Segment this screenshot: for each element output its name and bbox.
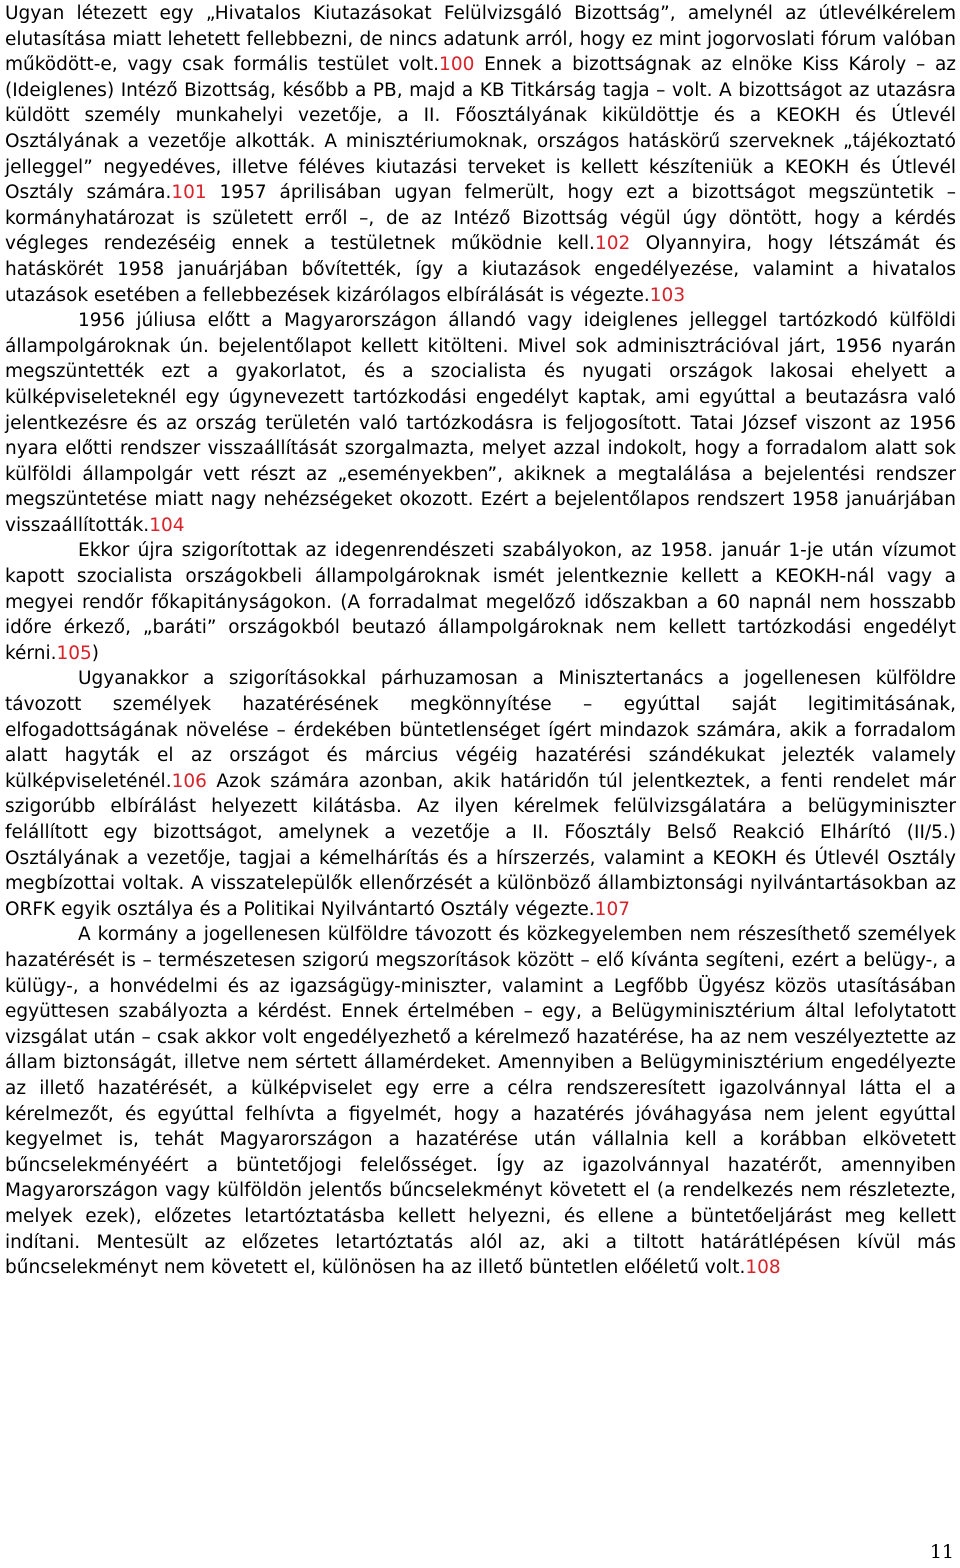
paragraph-text: 1956 júliusa előtt a Magyarországon állandó vagy ideiglenes jelleggel tartózkodó külföldi állampolgároknak ún. bejelentőlapot kellett kitölteni. Mivel sok adminisztrációval járt, 1956 nyarán megszüntették ezt a gyakorlatot, és a szocialista és nyugati országok lakosai ehelyett a külképviseleteknél egy úgynevezett tartózkodási engedélyt kaptak, ami egyúttal a beutazásra való jelentkezésre és az ország területén való tartózkodásra is feljogosított. Tatai József viszont az 1956 nyara előtti rendszer visszaállítását szorgalmazta, melyet azzal indokolt, hogy a forradalom alatt sok külföldi állampolgár vett részt az „eseményekben”, akiknek a megtalálása a bejelentési rendszer megszüntetése miatt nagy nehézségeket okozott. Ezért a bejelentőlapos rendszert 1958 januárjában visszaállították. — [5, 310, 956, 536]
footnote-reference: 102 — [594, 233, 631, 255]
paragraph-text: Ennek a bizottságnak az elnöke Kiss Károly – az (Ideiglenes) Intéző Bizottság, később a PB, majd a KB Titkárság tagja – volt. A bizottságot az utazásra küldött személy munkahelyi vezetője, a II. Főosztályának kiküldöttje és a KEOKH és Útlevél Osztályának a vezetője alkották. A minisztériumoknak, országos hatáskörű szerveknek „tájékoztató jelleggel” negyedéves, illetve féléves kiutazási terveket is kellett készíteniük a KEOKH és Útlevél Osztály számára. — [5, 54, 956, 204]
footnote-reference: 101 — [171, 182, 207, 204]
paragraph-text: 1957 áprilisában ugyan felmerült, hogy ezt a bizottságot megszüntetik – kormányhatározat is született erről –, de az Intéző Bizottság végül úgy döntött, hogy a kérdés végleges rendezéséig ennek a testületnek működnie kell. — [5, 182, 956, 255]
footnote-reference: 104 — [149, 514, 185, 536]
paragraph — [5, 1, 956, 308]
footnote-reference: 100 — [439, 54, 475, 76]
paragraph-text: Ugyanakkor a szigorításokkal párhuzamosan a Minisztertanács a jogellenesen külföldre távozott személyek hazatérésének megkönnyítése – egyúttal saját legitimitásának, elfogadottságának növelése – érdekében büntetlenséget ígért mindazok számára, akik a forradalom alatt hagyták el az országot és március végéig hazatérési szándékukat jelezték valamely külképviseleténél. — [5, 668, 956, 792]
footnote-reference: 107 — [594, 898, 630, 920]
paragraph — [5, 922, 956, 1280]
paragraph-text: Olyannyira, hogy létszámát és hatáskörét 1958 januárjában bővítették, így a kiutazások engedélyezése, valamint a hivatalos utazások esetében a fellebbezések kizárólagos elbírálását is végezte. — [5, 233, 957, 306]
paragraph — [5, 666, 956, 922]
document-page — [5, 0, 956, 1281]
paragraph-text: Ugyan létezett egy „Hivatalos Kiutazásokat Felülvizsgáló Bizottság”, amelynél az útlevélkérelem elutasítása miatt lehetett fellebbezni, de nincs adatunk arról, hogy ez mint jogorvoslati fórum valóban működött-e, vagy csak formális testület volt. — [5, 3, 956, 76]
paragraph-text: Azok számára azonban, akik határidőn túl jelentkeztek, a fenti rendelet már szigorúbb elbírálást helyezett kilátásba. Az ilyen kérelmek felülvizsgálatára a belügyminiszter felállított egy bizottságot, amelynek a vezetője a II. Főosztály Belső Reakció Elhárító (II/5.) Osztályának a vezetője, tagjai a kémelhárítás és a hírszerzés, valamint a KEOKH és Útlevél Osztály megbízottai voltak. A visszatelepülők ellenőrzését a különböző állambiztonsági nyilvántartásokban az ORFK egyik osztálya és a Politikai Nyilvántartó Osztály végezte. — [5, 770, 956, 920]
page-number: 11 — [929, 1541, 954, 1563]
footnote-reference: 108 — [745, 1257, 781, 1279]
paragraph — [5, 538, 956, 666]
paragraph-text: ) — [91, 642, 99, 664]
paragraph-text: Ekkor újra szigorítottak az idegenrendészeti szabályokon, az 1958. január 1-je után vízumot kapott szocialista országokbeli állampolgároknak ismét jelentkeznie kellett a KEOKH-nál vagy a megyei rendőr főkapitányságokon. (A forradalmat megelőző időszakban a 60 napnál nem hosszabb időre érkező, „baráti” országokból beutazó állampolgároknak nem kellett tartózkodási engedélyt kérni. — [5, 540, 956, 664]
footnote-reference: 106 — [171, 770, 207, 792]
paragraph-text: A kormány a jogellenesen külföldre távozott és közkegyelemben nem részesíthető személyek hazatérését is – természetesen szigorú megszorítások között – elő kívánta segíteni, ezért a belügy-, a külügy-, a honvédelmi és az igazságügy-miniszter, valamint a Legfőbb Ügyész közös utasításában együttesen szabályozta a kérdést. Ennek értelmében – egy, a Belügyminisztérium által lefolytatott vizsgálat után – csak akkor volt engedélyezhető a kérelmező hazatérése, ha az nem veszélyeztette az állam biztonságát, illetve nem sértett államérdeket. Amennyiben a Belügyminisztérium engedélyezte az illető hazatérését, a külképviselet egy erre a célra rendszeresített igazolvánnyal látta el a kérelmezőt, és egyúttal felhívta a figyelmét, hogy a hazatérés jóváhagyása nem jelent egyúttal kegyelmet is, tehát Magyarországon a hazatérése után vállalnia kell a korábban elkövetett bűncselekményéért a büntetőjogi felelősséget. Így az igazolvánnyal hazatérőt, amennyiben Magyarországon vagy külföldön jelentős bűncselekményt követett el (a rendelkezés nem részletezte, melyek ezek), előzetes letartóztatásba kellett helyezni, és ellene a büntetőeljárást meg kellett indítani. Mentesült az előzetes letartóztatás alól az, aki a tiltott határátlépésen kívül más bűncselekményt nem követett el, különösen ha az illető büntetlen előéletű volt. — [5, 924, 956, 1279]
paragraph — [5, 308, 956, 538]
footnote-reference: 105 — [56, 642, 92, 664]
footnote-reference: 103 — [649, 284, 686, 306]
body-text — [5, 1, 956, 1281]
